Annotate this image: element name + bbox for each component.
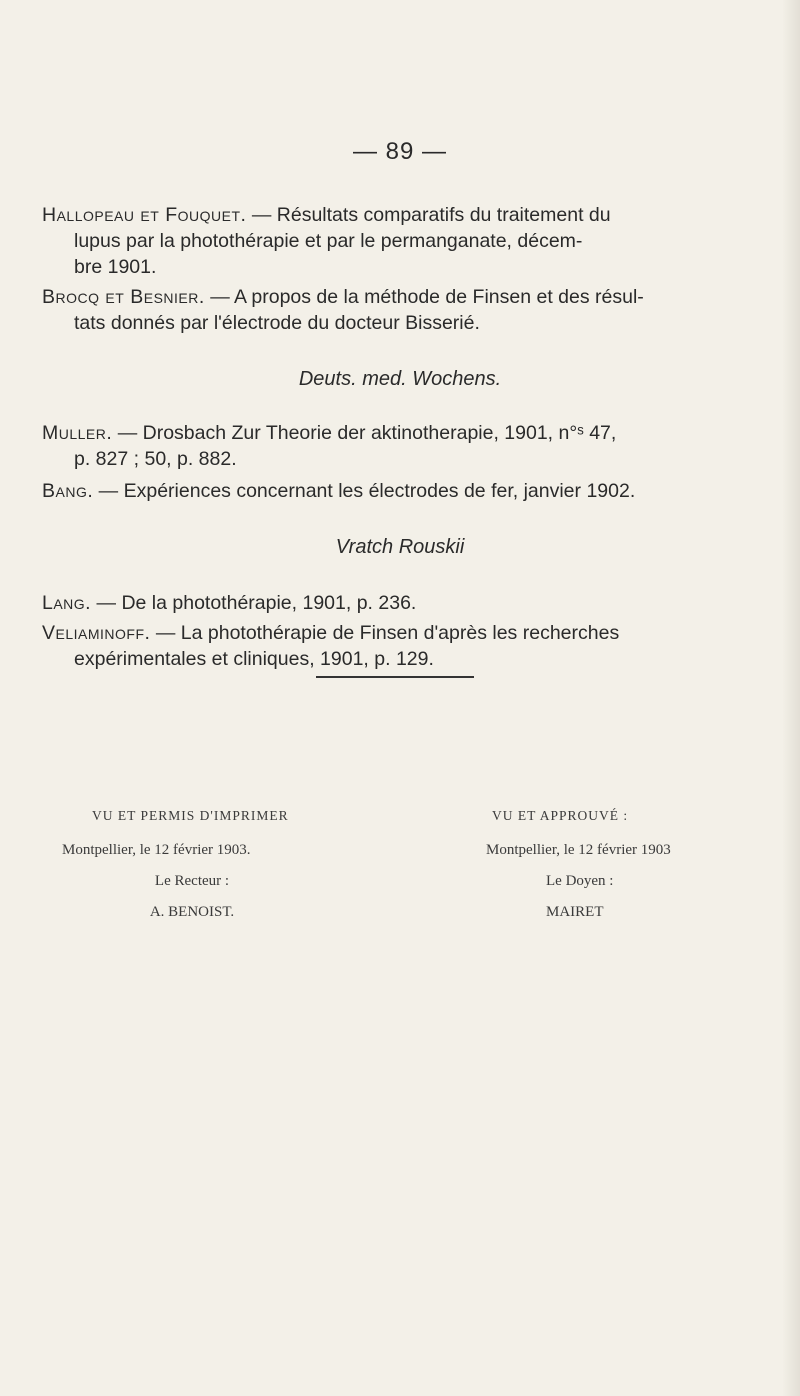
reference-text-continuation: lupus par la photothérapie et par le permanganate, décem- [74, 230, 583, 252]
signature-role: Le Doyen : [546, 873, 614, 889]
signature-name: MAIRET [546, 904, 604, 920]
reference-author: Veliaminoff. [42, 622, 151, 644]
reference-text-continuation: expérimentales et cliniques, 1901, p. 129. [74, 648, 434, 670]
signature-heading: VU ET APPROUVÉ : [492, 808, 629, 823]
reference-author: Bang. [42, 480, 94, 502]
page-edge-shadow [782, 0, 800, 1396]
page-number: — 89 — [352, 138, 448, 165]
reference-text-continuation: p. 827 ; 50, p. 882. [74, 448, 237, 470]
reference-entry-veliaminoff [42, 620, 762, 672]
reference-author: Hallopeau et Fouquet. [42, 204, 247, 226]
journal-heading-vratch: Vratch Rouskii [335, 536, 465, 558]
reference-entry-muller [42, 420, 762, 472]
reference-entry-hallopeau [42, 202, 762, 280]
reference-author: Brocq et Besnier. [42, 286, 205, 308]
reference-text: — La photothérapie de Finsen d'après les recherches [150, 622, 620, 644]
signature-name: A. BENOIST. [149, 904, 235, 920]
signature-role: Le Recteur : [154, 873, 230, 889]
journal-heading-deuts-med: Deuts. med. Wochens. [298, 368, 502, 390]
signature-place-date: Montpellier, le 12 février 1903 [486, 842, 671, 858]
reference-author: Muller. [42, 422, 113, 444]
reference-text: — Drosbach Zur Theorie der aktinotherapie, 1901, n°ˢ 47, [112, 422, 617, 444]
reference-entry-lang [42, 590, 762, 616]
reference-text: — De la photothérapie, 1901, p. 236. [91, 592, 417, 614]
reference-text: — Expériences concernant les électrodes de fer, janvier 1902. [93, 480, 636, 502]
reference-entry-bang [42, 478, 762, 504]
signature-block-left [62, 808, 322, 921]
reference-text: — Résultats comparatifs du traitement du [246, 204, 611, 226]
section-divider-rule [316, 676, 474, 678]
signature-block-right [486, 808, 766, 921]
signature-heading: VU ET PERMIS D'IMPRIMER [92, 808, 289, 823]
signature-place-date: Montpellier, le 12 février 1903. [62, 842, 251, 858]
reference-entry-brocq [42, 284, 762, 336]
reference-text-continuation: bre 1901. [74, 256, 157, 278]
reference-text: — A propos de la méthode de Finsen et des résul- [204, 286, 644, 308]
reference-author: Lang. [42, 592, 92, 614]
reference-text-continuation: tats donnés par l'électrode du docteur Bisserié. [74, 312, 480, 334]
